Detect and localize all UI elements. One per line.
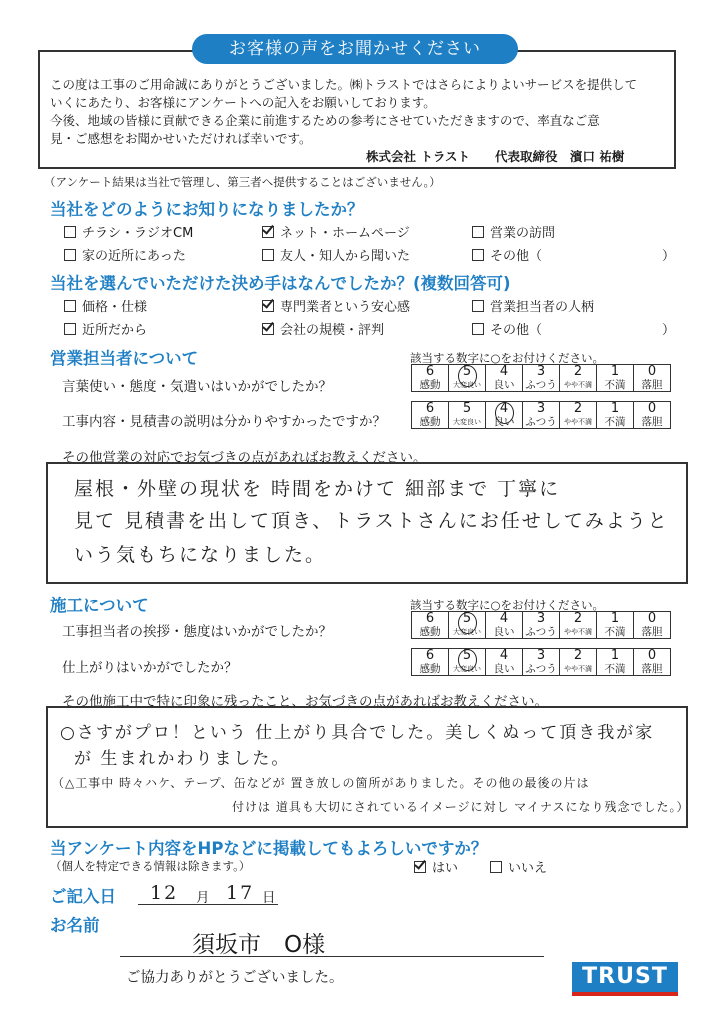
q1-option-friend[interactable]: 友人・知人から聞いた xyxy=(262,245,410,264)
sales-comment-line: いう気もちになりました。 xyxy=(74,544,327,566)
rating-number: 0 xyxy=(647,364,657,379)
q2-option-specialist[interactable]: 専門業者という安心感 xyxy=(262,296,410,315)
checkbox[interactable] xyxy=(490,861,502,873)
date-day[interactable]: 17 xyxy=(226,882,255,904)
rating-option-1[interactable] xyxy=(597,649,634,676)
rating-number: 4 xyxy=(499,364,509,379)
sales-comment-line: 屋根・外壁の現状を 時間をかけて 細部まで 丁寧に xyxy=(74,478,561,500)
hp-option-no[interactable]: いいえ xyxy=(490,857,547,876)
construction-comment-prompt: その他施工中で特に印象に残ったこと、お気づきの点があればお教えください。 xyxy=(62,694,548,710)
name-value[interactable]: 須坂市 O様 xyxy=(192,932,326,958)
hp-title: 当アンケート内容をHPなどに掲載してもよろしいですか？ xyxy=(50,839,488,858)
rating-number: 3 xyxy=(536,364,546,379)
rating-label: 落胆 xyxy=(641,416,663,428)
rating-label: 落胆 xyxy=(641,663,663,675)
q2-option-nearby[interactable]: 近所だから xyxy=(64,319,147,338)
checkbox-checked[interactable] xyxy=(414,861,426,873)
rating-option-3[interactable] xyxy=(523,402,560,429)
rating-scale xyxy=(411,611,671,639)
rating-option-5[interactable] xyxy=(449,649,486,676)
sales-title: 営業担当者について xyxy=(50,349,199,368)
rating-label: 落胆 xyxy=(641,379,663,391)
construction-comment-line: 付けは 道具も大切にされているイメージに対し マイナスになり残念でした。） xyxy=(232,800,690,814)
rating-label: 良い xyxy=(493,626,515,638)
rating-option-4[interactable] xyxy=(486,365,523,392)
rating-number: 3 xyxy=(536,611,546,626)
construction-comment-line: が 生まれかわりました。 xyxy=(74,749,291,769)
rating-label: 不満 xyxy=(604,379,626,391)
rating-number: 0 xyxy=(647,648,657,663)
rating-label: 大変良い xyxy=(453,628,481,636)
rating-label: 大変良い xyxy=(453,418,481,426)
rating-number: 3 xyxy=(536,648,546,663)
rating-number: 5 xyxy=(462,401,472,416)
sales-question-2: 工事内容・見積書の説明は分かりやすかったですか？ xyxy=(62,414,386,430)
checkbox[interactable] xyxy=(64,249,76,261)
q1-option-nearby[interactable]: 家の近所にあった xyxy=(64,245,186,264)
date-label: ご記入日 xyxy=(50,887,116,906)
rating-label: やや不満 xyxy=(564,628,592,636)
rating-number: 1 xyxy=(610,611,620,626)
rating-label: ふつう xyxy=(525,663,557,675)
rating-option-3[interactable] xyxy=(523,649,560,676)
company-signature: 株式会社 トラスト 代表取締役 濱口 祐樹 xyxy=(366,149,625,164)
rating-option-0[interactable] xyxy=(634,402,671,429)
checkbox[interactable] xyxy=(64,226,76,238)
rating-number: 0 xyxy=(647,611,657,626)
rating-option-6[interactable] xyxy=(412,402,449,429)
rating-label: ふつう xyxy=(525,379,557,391)
date-underline xyxy=(138,904,278,905)
rating-number: 6 xyxy=(425,364,435,379)
trust-logo: TRUST xyxy=(572,962,678,992)
intro-line: 見・ご感想をお聞かせいただければ幸いです。 xyxy=(50,131,312,146)
rating-label: 不満 xyxy=(604,663,626,675)
rating-number: 5 xyxy=(462,364,472,379)
rating-scale xyxy=(411,364,671,392)
rating-label: 感動 xyxy=(419,379,441,391)
rating-option-6[interactable] xyxy=(412,612,449,639)
rating-number: 3 xyxy=(536,401,546,416)
rating-label: やや不満 xyxy=(564,418,592,426)
rating-selected-circle xyxy=(458,649,477,671)
rating-option-5[interactable] xyxy=(449,612,486,639)
rating-option-0[interactable] xyxy=(634,365,671,392)
rating-option-4[interactable] xyxy=(486,402,523,429)
logo-red-stripe xyxy=(572,992,678,996)
rating-option-6[interactable] xyxy=(412,649,449,676)
sales-scale-caption: 該当する数字に○をお付けください。 xyxy=(410,351,605,365)
rating-number: 4 xyxy=(499,648,509,663)
checkbox[interactable] xyxy=(64,300,76,312)
intro-line: 今後、地域の皆様に貢献できる企業に前進するための参考にさせていただきますので、率直なご意 xyxy=(50,113,600,128)
name-label: お名前 xyxy=(50,916,100,935)
q2-option-other[interactable]: その他（ xyxy=(472,319,542,338)
intro-line: この度は工事のご用命誠にありがとうございました。㈱トラストではさらによりよいサービスを提供して xyxy=(50,77,638,92)
rating-selected-circle xyxy=(458,612,477,634)
sales-comment-line: 見て 見積書を出して頂き、トラストさんにお任せしてみようと xyxy=(74,510,669,532)
rating-number: 0 xyxy=(647,401,657,416)
rating-option-3[interactable] xyxy=(523,365,560,392)
q1-option-other[interactable]: その他（ xyxy=(472,245,542,264)
rating-option-6[interactable] xyxy=(412,365,449,392)
rating-label: やや不満 xyxy=(564,381,592,389)
thanks-text: ご協力ありがとうございました。 xyxy=(126,970,344,986)
rating-number: 1 xyxy=(610,401,620,416)
rating-label: 感動 xyxy=(419,416,441,428)
q2-option-price[interactable]: 価格・仕様 xyxy=(64,296,147,315)
rating-number: 5 xyxy=(462,611,472,626)
rating-number: 4 xyxy=(499,401,509,416)
construction-question-2: 仕上がりはいかがでしたか？ xyxy=(62,660,238,676)
construction-comment-line: ○さすがプロ！という 仕上がり具合でした。美しくぬって頂き我が家 xyxy=(60,723,655,743)
rating-option-5[interactable] xyxy=(449,365,486,392)
rating-number: 6 xyxy=(425,611,435,626)
privacy-notice: （アンケート結果は当社で管理し、第三者へ提供することはございません。） xyxy=(44,175,441,189)
rating-option-2[interactable] xyxy=(560,649,597,676)
q1-paren-close: ） xyxy=(662,249,676,264)
rating-number: 6 xyxy=(425,648,435,663)
checkbox[interactable] xyxy=(472,249,484,261)
rating-number: 2 xyxy=(573,401,583,416)
rating-label: 不満 xyxy=(604,626,626,638)
rating-scale xyxy=(411,648,671,676)
rating-option-1[interactable] xyxy=(597,612,634,639)
rating-number: 1 xyxy=(610,364,620,379)
rating-option-4[interactable] xyxy=(486,649,523,676)
q2-title: 当社を選んでいただけた決め手はなんでしたか？(複数回答可) xyxy=(50,274,511,293)
q2-option-reputation[interactable]: 会社の規模・評判 xyxy=(262,319,384,338)
rating-option-0[interactable] xyxy=(634,649,671,676)
rating-label: ふつう xyxy=(525,626,557,638)
rating-option-3[interactable] xyxy=(523,612,560,639)
rating-number: 2 xyxy=(573,364,583,379)
date-month[interactable]: 12 xyxy=(150,882,179,904)
rating-label: やや不満 xyxy=(564,665,592,673)
rating-option-1[interactable] xyxy=(597,365,634,392)
q1-option-visit[interactable]: 営業の訪問 xyxy=(472,222,555,241)
sales-question-1: 言葉使い・態度・気遣いはいかがでしたか？ xyxy=(62,379,332,395)
rating-number: 1 xyxy=(610,648,620,663)
checkbox[interactable] xyxy=(472,226,484,238)
rating-option-5[interactable] xyxy=(449,402,486,429)
rating-label: 大変良い xyxy=(453,381,481,389)
rating-selected-circle xyxy=(458,365,477,387)
construction-scale-caption: 該当する数字に○をお付けください。 xyxy=(410,598,605,612)
checkbox[interactable] xyxy=(472,300,484,312)
checkbox[interactable] xyxy=(472,323,484,335)
rating-selected-circle xyxy=(495,402,514,424)
rating-label: 感動 xyxy=(419,663,441,675)
rating-number: 5 xyxy=(462,648,472,663)
rating-label: ふつう xyxy=(525,416,557,428)
rating-option-2[interactable] xyxy=(560,365,597,392)
intro-text xyxy=(50,76,665,148)
q1-option-flyer[interactable]: チラシ・ラジオCM xyxy=(64,222,193,241)
rating-number: 2 xyxy=(573,648,583,663)
rating-option-0[interactable] xyxy=(634,612,671,639)
construction-comment-line: （△工事中 時々ハケ、テープ、缶などが 置き放しの箇所がありました。その他の最後の片は xyxy=(52,776,590,790)
rating-number: 6 xyxy=(425,401,435,416)
date-day-unit: 日 xyxy=(262,890,276,906)
rating-number: 4 xyxy=(499,611,509,626)
q2-paren-close: ） xyxy=(662,323,676,338)
page-title: お客様の声をお聞かせください xyxy=(192,34,518,64)
date-month-unit: 月 xyxy=(196,890,210,906)
rating-option-2[interactable] xyxy=(560,402,597,429)
q2-option-staff[interactable]: 営業担当者の人柄 xyxy=(472,296,594,315)
intro-line: いくにあたり、お客様にアンケートへの記入をお願いしております。 xyxy=(50,95,436,110)
sales-comment-prompt: その他営業の対応でお気づきの点があればお教えください。 xyxy=(62,450,427,466)
rating-option-4[interactable] xyxy=(486,612,523,639)
construction-title: 施工について xyxy=(50,596,149,615)
rating-label: 良い xyxy=(493,379,515,391)
hp-note: （個人を特定できる情報は除きます。） xyxy=(50,859,251,873)
rating-option-2[interactable] xyxy=(560,612,597,639)
checkbox-checked[interactable] xyxy=(262,323,274,335)
rating-label: 落胆 xyxy=(641,626,663,638)
q1-option-web[interactable]: ネット・ホームページ xyxy=(262,222,410,241)
rating-option-1[interactable] xyxy=(597,402,634,429)
q1-title: 当社をどのようにお知りになりましたか？ xyxy=(50,200,364,219)
rating-number: 2 xyxy=(573,611,583,626)
rating-label: 良い xyxy=(493,416,515,428)
name-underline xyxy=(120,956,544,957)
construction-question-1: 工事担当者の挨拶・態度はいかがでしたか？ xyxy=(62,624,332,640)
rating-label: 感動 xyxy=(419,626,441,638)
rating-scale xyxy=(411,401,671,429)
rating-label: 大変良い xyxy=(453,665,481,673)
checkbox[interactable] xyxy=(262,249,274,261)
checkbox-checked[interactable] xyxy=(262,300,274,312)
checkbox[interactable] xyxy=(64,323,76,335)
checkbox-checked[interactable] xyxy=(262,226,274,238)
hp-option-yes[interactable]: はい xyxy=(414,857,458,876)
rating-label: 不満 xyxy=(604,416,626,428)
rating-label: 良い xyxy=(493,663,515,675)
